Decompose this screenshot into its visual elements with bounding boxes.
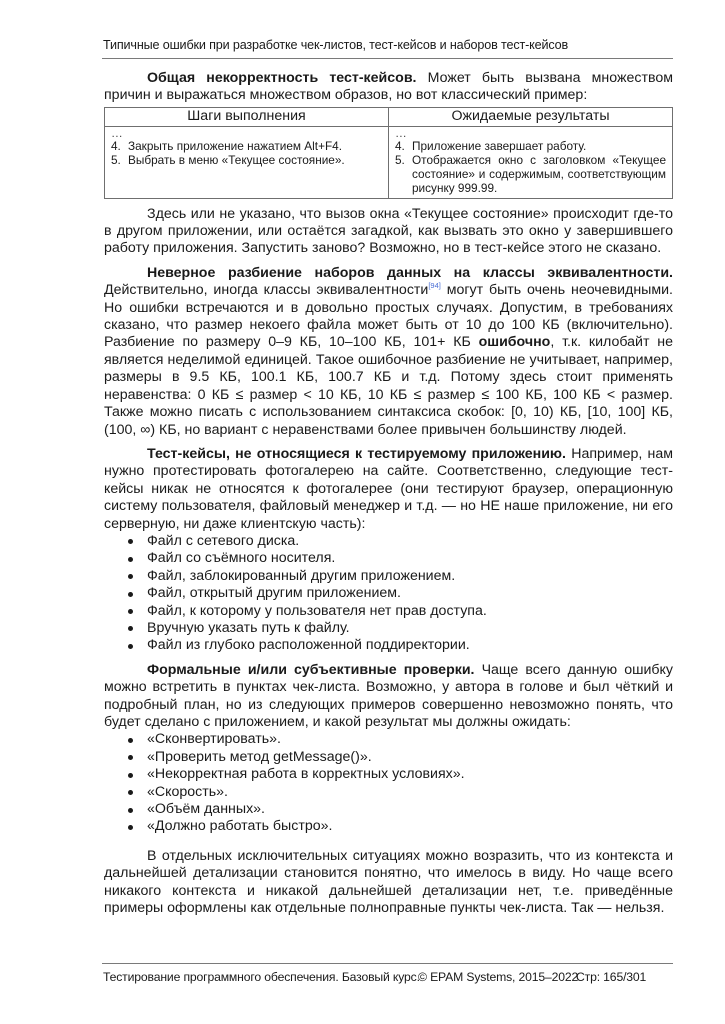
omitted-results-ellipsis: … <box>395 125 407 140</box>
heading-general-incorrectness: Общая некорректность тест-кейсов. <box>147 70 417 86</box>
paragraph-closing: В отдельных исключительных ситуациях можно возразить, что из контекста и дальнейшей детализации становится понятно, что имелось в виду. Но чаще всего никакого контекста и никакой дальнейшей детализации нет, т.е. приведённые примеры оформлены как отдельные полноправные пункты чек-листа. Так — нельзя. <box>104 847 673 917</box>
list-item-text: Файл, к которому у пользователя нет прав доступа. <box>147 602 487 619</box>
header-divider <box>102 58 673 59</box>
list-item <box>104 784 673 801</box>
heading-formal: Формальные и/или субъективные проверки. <box>147 661 475 678</box>
list-item <box>104 731 673 748</box>
reference-link-94[interactable]: [94] <box>428 281 441 291</box>
emphasis-erroneous: ошибочно <box>478 334 551 351</box>
heading-unrelated: Тест-кейсы, не относящиеся к тестируемому приложению. <box>147 445 566 462</box>
result-text: Отображается окно с заголовком «Текущее состояние» и содержимым, соответствующим рисунку 999.99. <box>412 153 666 196</box>
results-list <box>395 139 666 196</box>
results-cell <box>389 126 673 198</box>
list-item <box>104 620 673 637</box>
omitted-steps-ellipsis: … <box>111 125 123 140</box>
list-item-text: Файл с сетевого диска. <box>147 532 300 549</box>
paragraph-text: Может быть вызвана множеством причин и выражаться множеством образов, но вот классический пример: <box>104 70 673 104</box>
bullet-icon <box>128 738 133 743</box>
list-item-text: Файл со съёмного носителя. <box>147 550 336 567</box>
bullet-icon <box>128 609 133 614</box>
running-header: Типичные ошибки при разработке чек-листов, тест-кейсов и наборов тест-кейсов <box>103 38 569 52</box>
bullet-icon <box>128 790 133 795</box>
result-item <box>395 139 666 153</box>
bullet-icon <box>128 773 133 778</box>
table-row <box>105 126 673 198</box>
list-item <box>104 585 673 602</box>
list-item <box>104 749 673 766</box>
paragraph-equivalence <box>104 265 673 439</box>
step-number: 4. <box>111 138 121 153</box>
paragraph-general-incorrectness <box>104 70 673 105</box>
steps-list <box>111 139 382 167</box>
list-item <box>104 801 673 818</box>
list-item <box>104 568 673 585</box>
column-header-steps: Шаги выполнения <box>105 107 389 126</box>
footer-copyright: © EPAM Systems, 2015–2022 <box>418 970 579 984</box>
unrelated-test-cases-list <box>104 533 673 655</box>
list-item-text: «Некорректная работа в корректных условиях». <box>147 766 465 783</box>
paragraph-text: могут быть очень неочевидными. Но ошибки встречаются и в довольно простых случаях. Допустим, в требованиях сказано, что размер некоего файла может быть от 10 до 100 КБ (включительно). Разбиение по размеру 0–9 КБ, 10–100 КБ, 101+ КБ <box>104 282 673 351</box>
step-number: 5. <box>111 153 121 168</box>
step-text: Выбрать в меню «Текущее состояние». <box>128 153 345 168</box>
step-item <box>111 153 382 167</box>
paragraph-formal <box>104 662 673 732</box>
table-header-row <box>105 107 673 126</box>
list-item-text: «Должно работать быстро». <box>147 818 333 835</box>
bullet-icon <box>128 755 133 760</box>
footer-book-title: Тестирование программного обеспечения. Базовый курс. <box>103 970 420 984</box>
step-text: Закрыть приложение нажатием Alt+F4. <box>128 138 343 153</box>
list-item-text: Файл, открытый другим приложением. <box>147 585 401 602</box>
footer-page-number: Стр: 165/301 <box>576 970 647 984</box>
paragraph-text: , т.к. килобайт не является неделимой единицей. Такое ошибочное разбиение не учитывает, например, размеры в 9.5 КБ, 100.1 КБ, 100.7 КБ и т.д. Потому здесь стоит применять неравенства: 0 КБ ≤ размер < 10 КБ, 10 КБ ≤ размер ≤ 100 КБ, 100 КБ < размер. Также можно писать с использованием синтаксиса скобок: [0, 10) КБ, [10, 100] КБ, (100, ∞) КБ, но вариант с неравенствами более привычен большинству людей. <box>104 334 673 438</box>
bullet-icon <box>128 557 133 562</box>
list-item <box>104 533 673 550</box>
list-item-text: Файл из глубоко расположенной поддиректории. <box>147 637 470 654</box>
result-number: 4. <box>395 138 405 153</box>
list-item-text: Вручную указать путь к файлу. <box>147 619 350 636</box>
list-item <box>104 637 673 654</box>
bullet-icon <box>128 644 133 649</box>
list-item <box>104 603 673 620</box>
result-text: Приложение завершает работу. <box>412 138 587 153</box>
result-number: 5. <box>395 153 405 168</box>
footer-divider <box>102 963 673 964</box>
list-item-text: «Скорость». <box>147 783 228 800</box>
bullet-icon <box>128 808 133 813</box>
list-item <box>104 766 673 783</box>
bullet-icon <box>128 626 133 631</box>
list-item-text: «Объём данных». <box>147 801 265 818</box>
heading-equivalence: Неверное разбиение наборов данных на классы эквивалентности. <box>147 264 673 281</box>
list-item <box>104 818 673 835</box>
list-item-text: Файл, заблокированный другим приложением. <box>147 567 456 584</box>
paragraph-explanation: Здесь или не указано, что вызов окна «Текущее состояние» происходит где-то в другом приложении, или остаётся загадкой, как вызвать это окно у завершившего работу приложения. Запустить заново? Возможно, но в тест-кейсе этого не сказано. <box>104 205 673 257</box>
paragraph-text: Например, нам нужно протестировать фотогалерею на сайте. Соответственно, следующие тест-кейсы никак не относятся к фотогалерее (они тестируют браузер, операционную систему пользователя, файловый менеджер и т.д. — но НЕ наше приложение, ни его серверную, ни даже клиентскую часть): <box>104 445 673 532</box>
formal-checks-list <box>104 731 673 835</box>
page-content <box>104 70 673 917</box>
list-item <box>104 550 673 567</box>
paragraph-text: Действительно, иногда классы эквивалентности <box>104 282 429 299</box>
bullet-icon <box>128 574 133 579</box>
list-item-text: «Сконвертировать». <box>147 731 281 748</box>
bullet-icon <box>128 539 133 544</box>
result-item <box>395 153 666 196</box>
bullet-icon <box>128 825 133 830</box>
paragraph-text: Чаще всего данную ошибку можно встретить в пунктах чек-листа. Возможно, у автора в голове и был чёткий и подробный план, но из следующих примеров совершенно невозможно понять, что будет сделано с приложением, и какой результат мы должны ожидать: <box>104 661 673 730</box>
test-case-table <box>104 107 673 199</box>
step-item <box>111 139 382 153</box>
steps-cell <box>105 126 389 198</box>
paragraph-unrelated <box>104 446 673 533</box>
list-item-text: «Проверить метод getMessage()». <box>147 748 372 765</box>
column-header-expected: Ожидаемые результаты <box>389 107 673 126</box>
bullet-icon <box>128 592 133 597</box>
